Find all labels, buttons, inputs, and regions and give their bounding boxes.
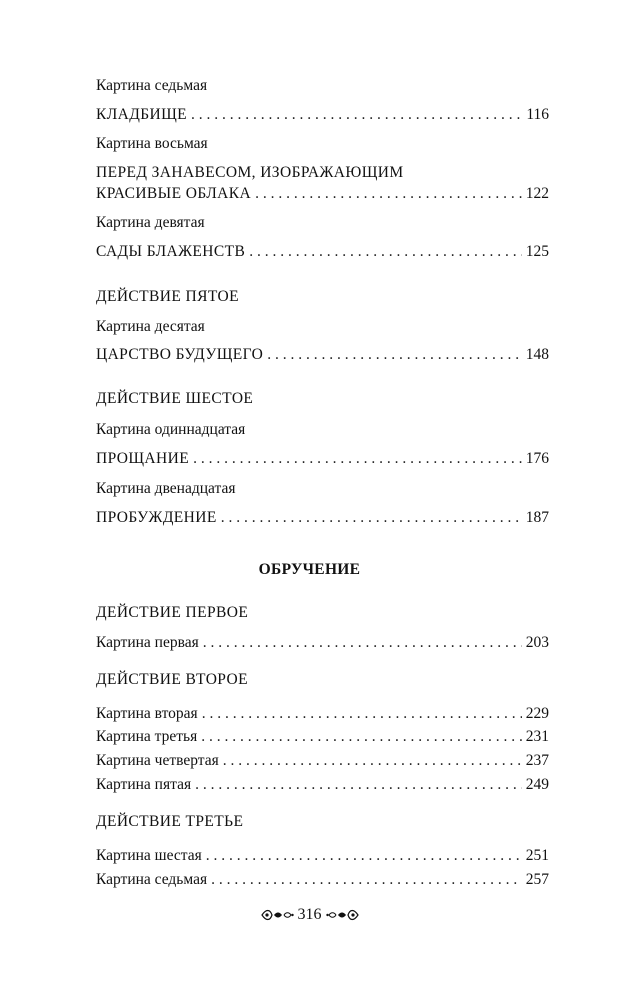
toc-entry [96,727,549,747]
toc-entry-title: КРАСИВЫЕ ОБЛАКА [96,185,252,202]
toc-entry [96,704,549,724]
toc-entry-title: Картина вторая [96,705,198,722]
toc-entry-title: Картина первая [96,634,199,651]
left-ornament-icon [260,907,294,923]
act-heading: ДЕЙСТВИЕ ПЯТОЕ [96,288,239,305]
toc-entry-title: ЦАРСТВО БУДУЩЕГО [96,346,264,363]
toc-entry-title: САДЫ БЛАЖЕНСТВ [96,243,246,260]
leader-dots [206,846,522,866]
toc-entry [96,242,549,262]
toc-entry-page: 148 [525,346,549,363]
act-heading: ДЕЙСТВИЕ ТРЕТЬЕ [96,813,244,830]
toc-entry-title: Картина седьмая [96,871,208,888]
toc-entry-page: 187 [525,509,549,526]
toc-entry [96,449,549,469]
toc-subtitle: Картина девятая [96,214,205,231]
toc-subtitle: Картина седьмая [96,77,208,94]
act-heading: ДЕЙСТВИЕ ШЕСТОЕ [96,390,254,407]
toc-subtitle: Картина одиннадцатая [96,421,246,438]
toc-entry [96,345,549,365]
toc-entry-page: 116 [526,106,549,123]
toc-entry-page: 257 [525,871,549,888]
toc-entry-page: 237 [525,752,549,769]
leader-dots [211,870,522,890]
toc-entry-page: 249 [525,776,549,793]
toc-entry [96,846,549,866]
toc-entry-page: 203 [525,634,549,651]
toc-entry-title: ПРОЩАНИЕ [96,450,190,467]
leader-dots [223,751,522,771]
leader-dots [255,184,522,204]
toc-entry [96,751,549,771]
leader-dots [191,105,522,125]
page-number-footer [0,903,619,927]
toc-subtitle: Картина двенадцатая [96,480,236,497]
toc-entry-page: 229 [525,705,549,722]
toc-entry-title: КЛАДБИЩЕ [96,106,188,123]
toc-entry-page: 122 [525,185,549,202]
toc-entry-title: ПРОБУЖДЕНИЕ [96,509,217,526]
toc-subtitle: Картина восьмая [96,135,208,152]
leader-dots [201,727,522,747]
right-ornament-icon [326,907,360,923]
leader-dots [193,449,522,469]
page-number: 316 [297,906,322,923]
leader-dots [249,242,522,262]
leader-dots [202,704,522,724]
toc-entry [96,775,549,795]
toc-entry-title: Картина пятая [96,776,192,793]
leader-dots [195,775,522,795]
act-heading: ДЕЙСТВИЕ ПЕРВОЕ [96,604,249,621]
toc-entry-title: Картина шестая [96,847,202,864]
toc-entry-page: 231 [525,728,549,745]
act-heading: ДЕЙСТВИЕ ВТОРОЕ [96,671,248,688]
toc-entry-page: 125 [525,243,549,260]
toc-entry-title: Картина четвертая [96,752,219,769]
toc-entry-title: Картина третья [96,728,198,745]
toc-entry [96,508,549,528]
toc-entry [96,870,549,890]
toc-entry [96,184,549,204]
toc-entry [96,633,549,653]
leader-dots [221,508,522,528]
toc-entry-title-line: ПЕРЕД ЗАНАВЕСОМ, ИЗОБРАЖАЮЩИМ [96,164,404,181]
leader-dots [267,345,522,365]
section-heading: ОБРУЧЕНИЕ [258,561,361,578]
toc-entry [96,105,549,125]
toc-subtitle: Картина десятая [96,318,205,335]
leader-dots [203,633,522,653]
toc-entry-page: 251 [525,847,549,864]
toc-entry-page: 176 [525,450,549,467]
